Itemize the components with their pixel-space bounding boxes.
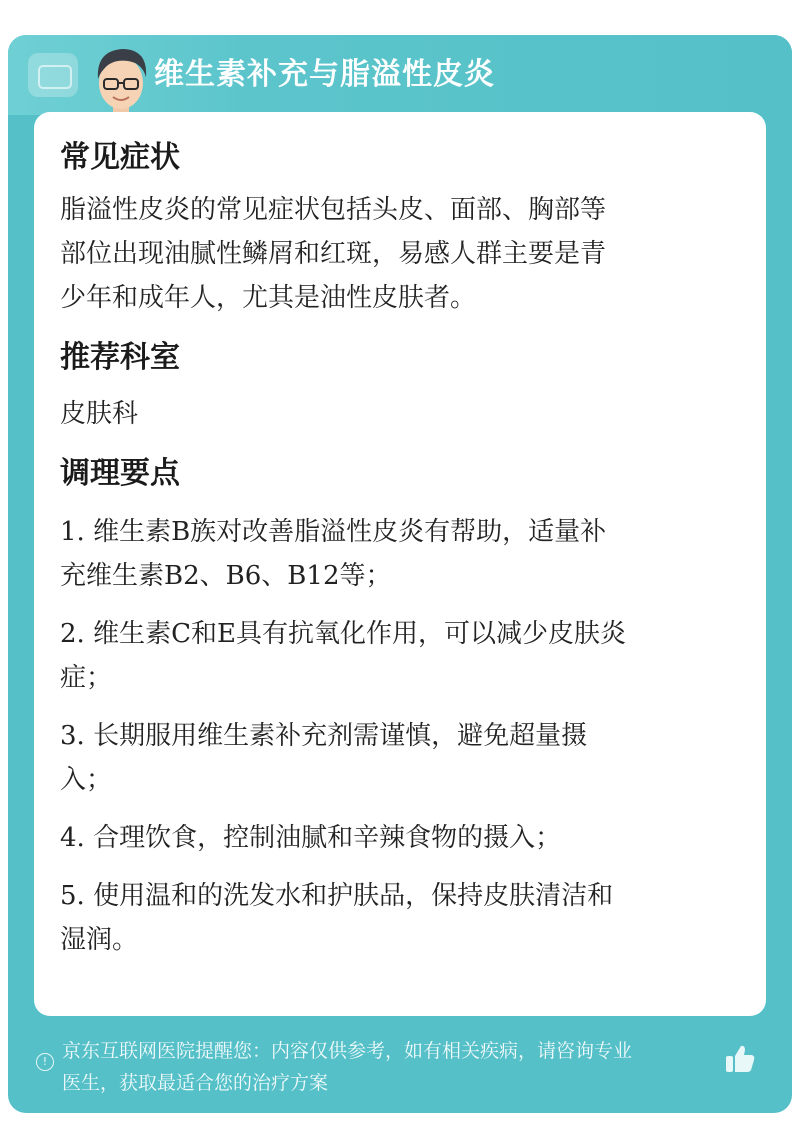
list-item-line: 1. 维生素B族对改善脂溢性皮炎有帮助，适量补 (60, 517, 607, 547)
section-title-department: 推荐科室 (60, 340, 180, 375)
list-item (60, 510, 750, 598)
list-item (60, 714, 750, 802)
list-item-line: 充维生素B2、B6、B12等； (60, 561, 392, 591)
list-item-line: 4. 合理饮食，控制油腻和辛辣食物的摄入； (60, 823, 562, 853)
list-item-line: 入； (60, 765, 113, 795)
list-item (60, 874, 750, 962)
list-item-line: 5. 使用温和的洗发水和护肤品，保持皮肤清洁和 (60, 881, 614, 911)
symptoms-line: 少年和成年人，尤其是油性皮肤者。 (60, 283, 477, 313)
info-icon: ! (36, 1053, 54, 1071)
list-item-line: 症； (60, 663, 113, 693)
tips-list (60, 510, 750, 962)
symptoms-line: 脂溢性皮炎的常见症状包括头皮、面部、胸部等 (60, 195, 607, 225)
department-value: 皮肤科 (60, 399, 139, 429)
symptoms-line: 部位出现油腻性鳞屑和红斑，易感人群主要是青 (60, 239, 607, 269)
disclaimer-text (62, 1035, 732, 1099)
page-title: 维生素补充与脂溢性皮炎 (154, 57, 495, 92)
content-card (34, 112, 766, 1016)
list-item-line: 湿润。 (60, 925, 139, 955)
list-item-line: 3. 长期服用维生素补充剂需谨慎，避免超量摄 (60, 721, 588, 751)
section-title-symptoms: 常见症状 (60, 140, 180, 175)
list-item-line: 2. 维生素C和E具有抗氧化作用，可以减少皮肤炎 (60, 619, 626, 649)
thumbs-up-icon[interactable] (722, 1041, 758, 1077)
list-item (60, 816, 750, 860)
list-item (60, 612, 750, 700)
disclaimer-line: 京东互联网医院提醒您：内容仅供参考，如有相关疾病，请咨询专业 (62, 1040, 633, 1062)
disclaimer-line: 医生，获取最适合您的治疗方案 (62, 1072, 329, 1094)
section-title-tips: 调理要点 (60, 456, 180, 491)
disclaimer-footer (8, 1035, 792, 1113)
